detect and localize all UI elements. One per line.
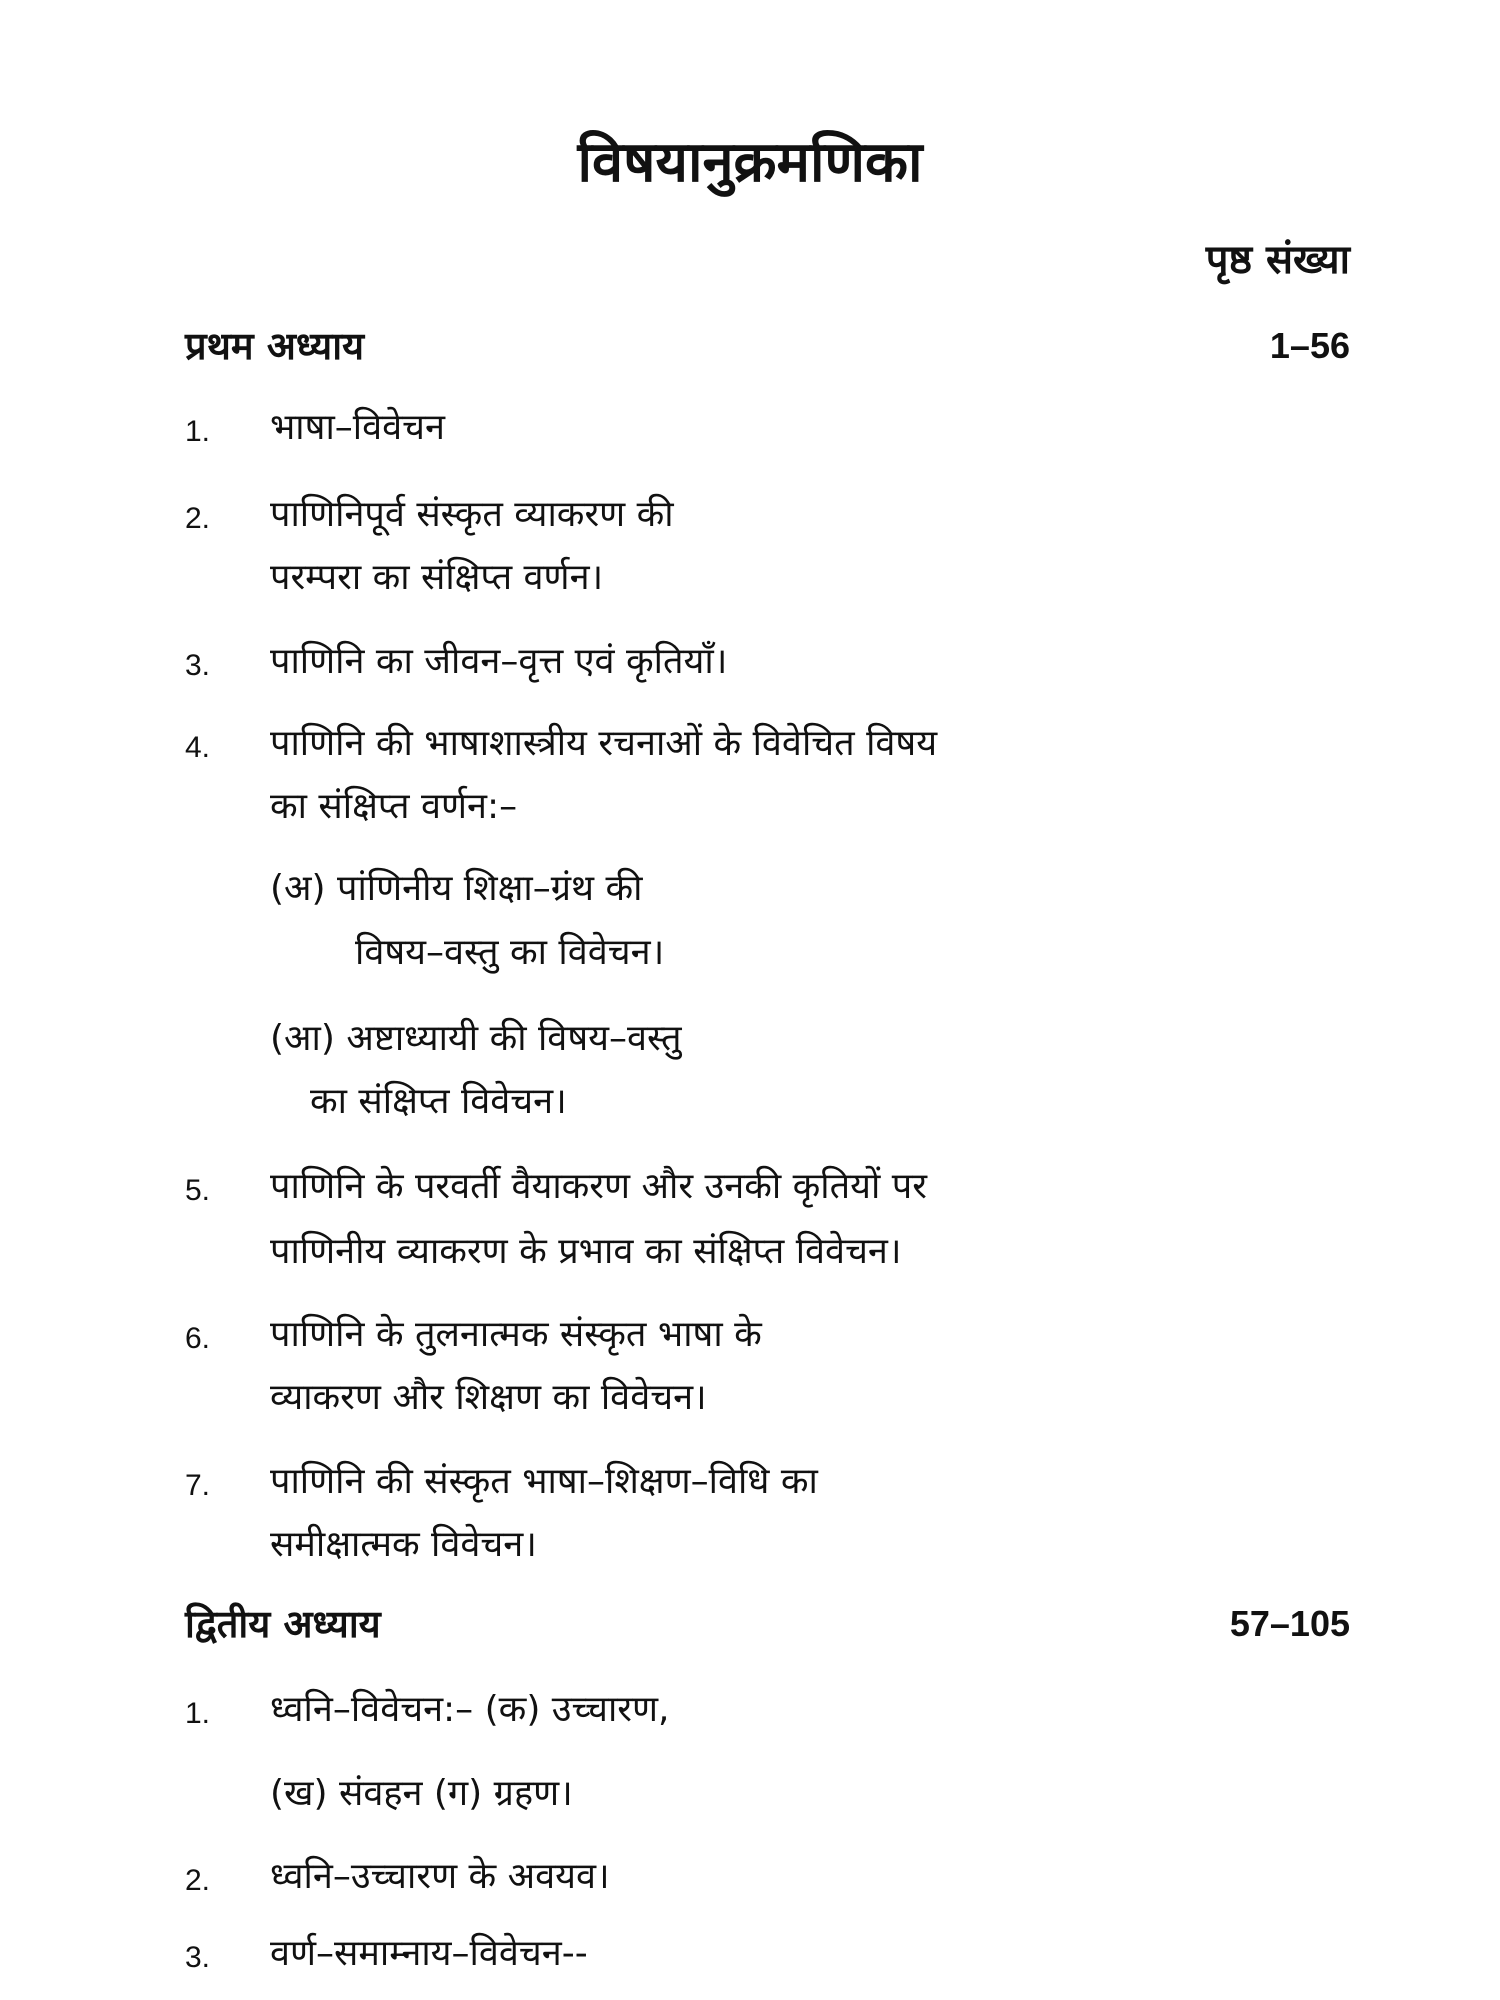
chapter-page-range: 57–105 [1229,1603,1350,1644]
chapter-heading [185,318,1350,378]
item-number: 4. [185,731,211,764]
item-number: 2. [185,502,211,535]
chapter-heading [185,1596,1350,1656]
chapter-title: प्रथम अध्याय [185,324,365,368]
item-text: पाणिनिपूर्व संस्कृत व्याकरण की [270,494,674,535]
toc-subitem: (आ) अष्टाध्यायी की विषय–वस्तु [270,1018,682,1059]
item-text: पाणिनि का जीवन–वृत्त एवं कृतियाँ। [270,641,728,682]
item-text: वर्ण–समाम्नाय–विवेचन-- [270,1933,588,1974]
item-number: 3. [185,649,211,682]
item-text: समीक्षात्मक विवेचन। [270,1524,537,1565]
toc-subitem: (अ) पांणिनीय शिक्षा–ग्रंथ की [270,868,643,909]
item-number: 3. [185,1941,211,1974]
toc-subitem-continuation: का संक्षिप्त विवेचन। [310,1081,567,1122]
page-title: विषयानुक्रमणिका [577,130,923,195]
item-text: पाणिनि के परवर्ती वैयाकरण और उनकी कृतियों पर [270,1166,927,1207]
item-number: 2. [185,1864,211,1897]
chapter-page-range: 1–56 [1269,325,1350,366]
chapter-title: द्वितीय अध्याय [185,1602,381,1646]
item-number: 7. [185,1469,211,1502]
item-text: ध्वनि–उच्चारण के अवयव। [270,1856,610,1897]
item-text: पाणिनि की संस्कृत भाषा–शिक्षण–विधि का [270,1461,818,1502]
item-text: ध्वनि–विवेचन:– (क) उच्चारण, [270,1689,670,1730]
item-text: पाणिनि के तुलनात्मक संस्कृत भाषा के [270,1314,762,1355]
item-number: 1. [185,1697,211,1730]
item-number: 6. [185,1322,211,1355]
page-number-column-label: पृष्ठ संख्या [1205,237,1350,283]
item-text: भाषा–विवेचन [270,407,445,448]
item-text: पाणिनि की भाषाशास्त्रीय रचनाओं के विवेचित विषय [270,723,938,764]
item-text: व्याकरण और शिक्षण का विवेचन। [270,1377,707,1418]
item-number: 1. [185,415,211,448]
item-text: पाणिनीय व्याकरण के प्रभाव का संक्षिप्त विवेचन। [270,1231,902,1272]
toc-subitem-continuation: विषय–वस्तु का विवेचन। [355,932,665,973]
item-text: (ख) संवहन (ग) ग्रहण। [270,1773,573,1814]
item-number: 5. [185,1174,211,1207]
item-text: का संक्षिप्त वर्णन:– [270,786,518,827]
item-text: परम्परा का संक्षिप्त वर्णन। [270,557,604,598]
